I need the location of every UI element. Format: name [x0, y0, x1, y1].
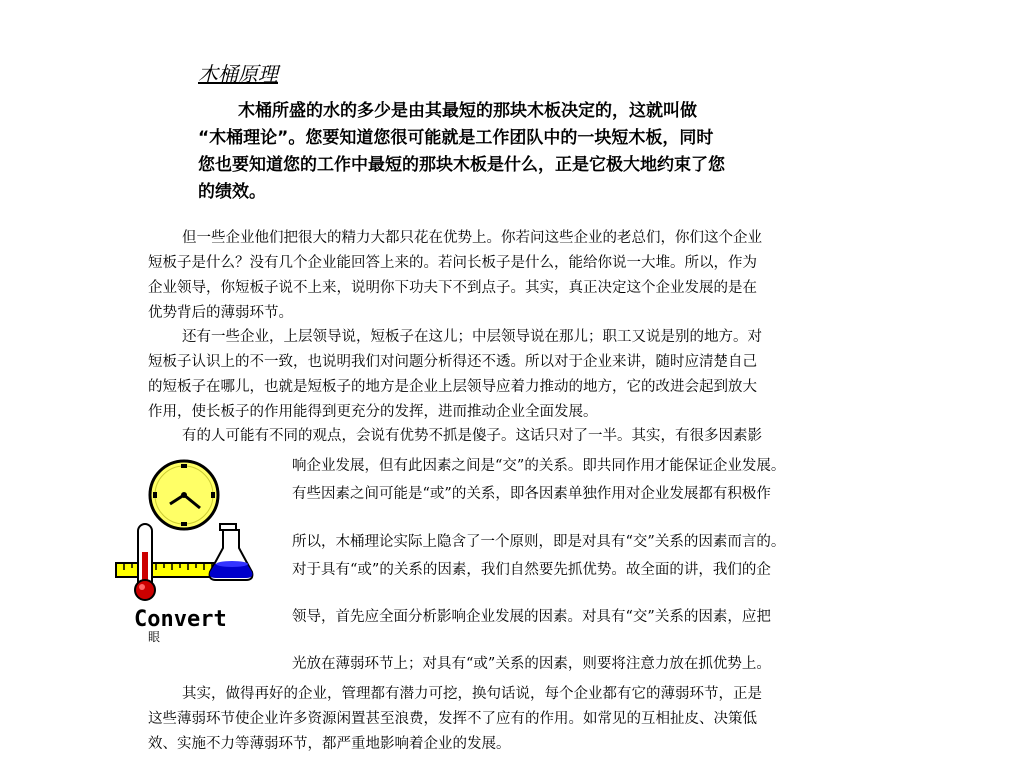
- paragraph-3-line: 有些因素之间可能是“或”的关系，即各因素单独作用对企业发展都有积极作: [292, 486, 771, 502]
- paragraph-line: 优势背后的薄弱环节。: [148, 305, 293, 321]
- intro-paragraph: [198, 98, 818, 206]
- paragraph-line: 企业领导，你短板子说不上来，说明你下功夫下不到点子。其实，真正决定这个企业发展的是在: [148, 280, 757, 296]
- paragraph-line: 其实，做得再好的企业，管理都有潜力可挖，换句话说，每个企业都有它的薄弱环节，正是: [182, 686, 762, 702]
- page-title: 木桶原理: [198, 62, 278, 86]
- convert-clipart: [112, 456, 264, 632]
- paragraph-line: 作用，使长板子的作用能得到更充分的发挥，进而推动企业全面发展。: [148, 404, 598, 420]
- paragraph-line: 短板子认识上的不一致，也说明我们对问题分析得还不透。所以对于企业来讲，随时应清楚自己: [148, 354, 757, 370]
- paragraph-3-orphan-char: 眼: [148, 630, 161, 644]
- paragraph-line: 效、实施不力等薄弱环节，都严重地影响着企业的发展。: [148, 736, 511, 752]
- paragraph-2: [148, 325, 868, 425]
- intro-line: 木桶所盛的水的多少是由其最短的那块木板决定的，这就叫做: [238, 101, 697, 121]
- paragraph-4: [148, 682, 868, 757]
- paragraph-3-line: 光放在薄弱环节上；对具有“或”关系的因素，则要将注意力放在抓优势上。: [292, 656, 771, 672]
- paragraph-line: 短板子是什么？没有几个企业能回答上来的。若问长板子是什么，能给你说一大堆。所以，作为: [148, 255, 757, 271]
- clipart-caption: Convert: [134, 607, 227, 632]
- thermometer-icon: [135, 524, 155, 600]
- paragraph-1: [148, 226, 868, 326]
- paragraph-3-lead: 有的人可能有不同的观点，会说有优势不抓是傻子。这话只对了一半。其实，有很多因素影: [182, 428, 762, 444]
- clock-icon: [150, 461, 218, 529]
- paragraph-3-line: 对于具有“或”的关系的因素，我们自然要先抓优势。故全面的讲，我们的企: [292, 562, 771, 578]
- intro-line: 的绩效。: [198, 182, 266, 202]
- paragraph-3-line: 领导，首先应全面分析影响企业发展的因素。对具有“交”关系的因素，应把: [292, 609, 771, 625]
- paragraph-line: 的短板子在哪儿，也就是短板子的地方是企业上层领导应着力推动的地方，它的改进会起到放大: [148, 379, 757, 395]
- intro-line: 您也要知道您的工作中最短的那块木板是什么，正是它极大地约束了您: [198, 155, 725, 175]
- paragraph-3-line: 响企业发展，但有此因素之间是“交”的关系。即共同作用才能保证企业发展。: [292, 458, 786, 474]
- flask-icon: [210, 524, 253, 580]
- paragraph-line: 还有一些企业，上层领导说，短板子在这儿；中层领导说在那儿；职工又说是别的地方。对: [182, 329, 762, 345]
- paragraph-3-line: 所以，木桶理论实际上隐含了一个原则，即是对具有“交”关系的因素而言的。: [292, 534, 786, 550]
- paragraph-line: 这些薄弱环节使企业许多资源闲置甚至浪费，发挥不了应有的作用。如常见的互相扯皮、决策低: [148, 711, 757, 727]
- intro-line: “木桶理论”。您要知道您很可能就是工作团队中的一块短木板，同时: [198, 128, 714, 148]
- paragraph-line: 但一些企业他们把很大的精力大都只花在优势上。你若问这些企业的老总们，你们这个企业: [182, 230, 762, 246]
